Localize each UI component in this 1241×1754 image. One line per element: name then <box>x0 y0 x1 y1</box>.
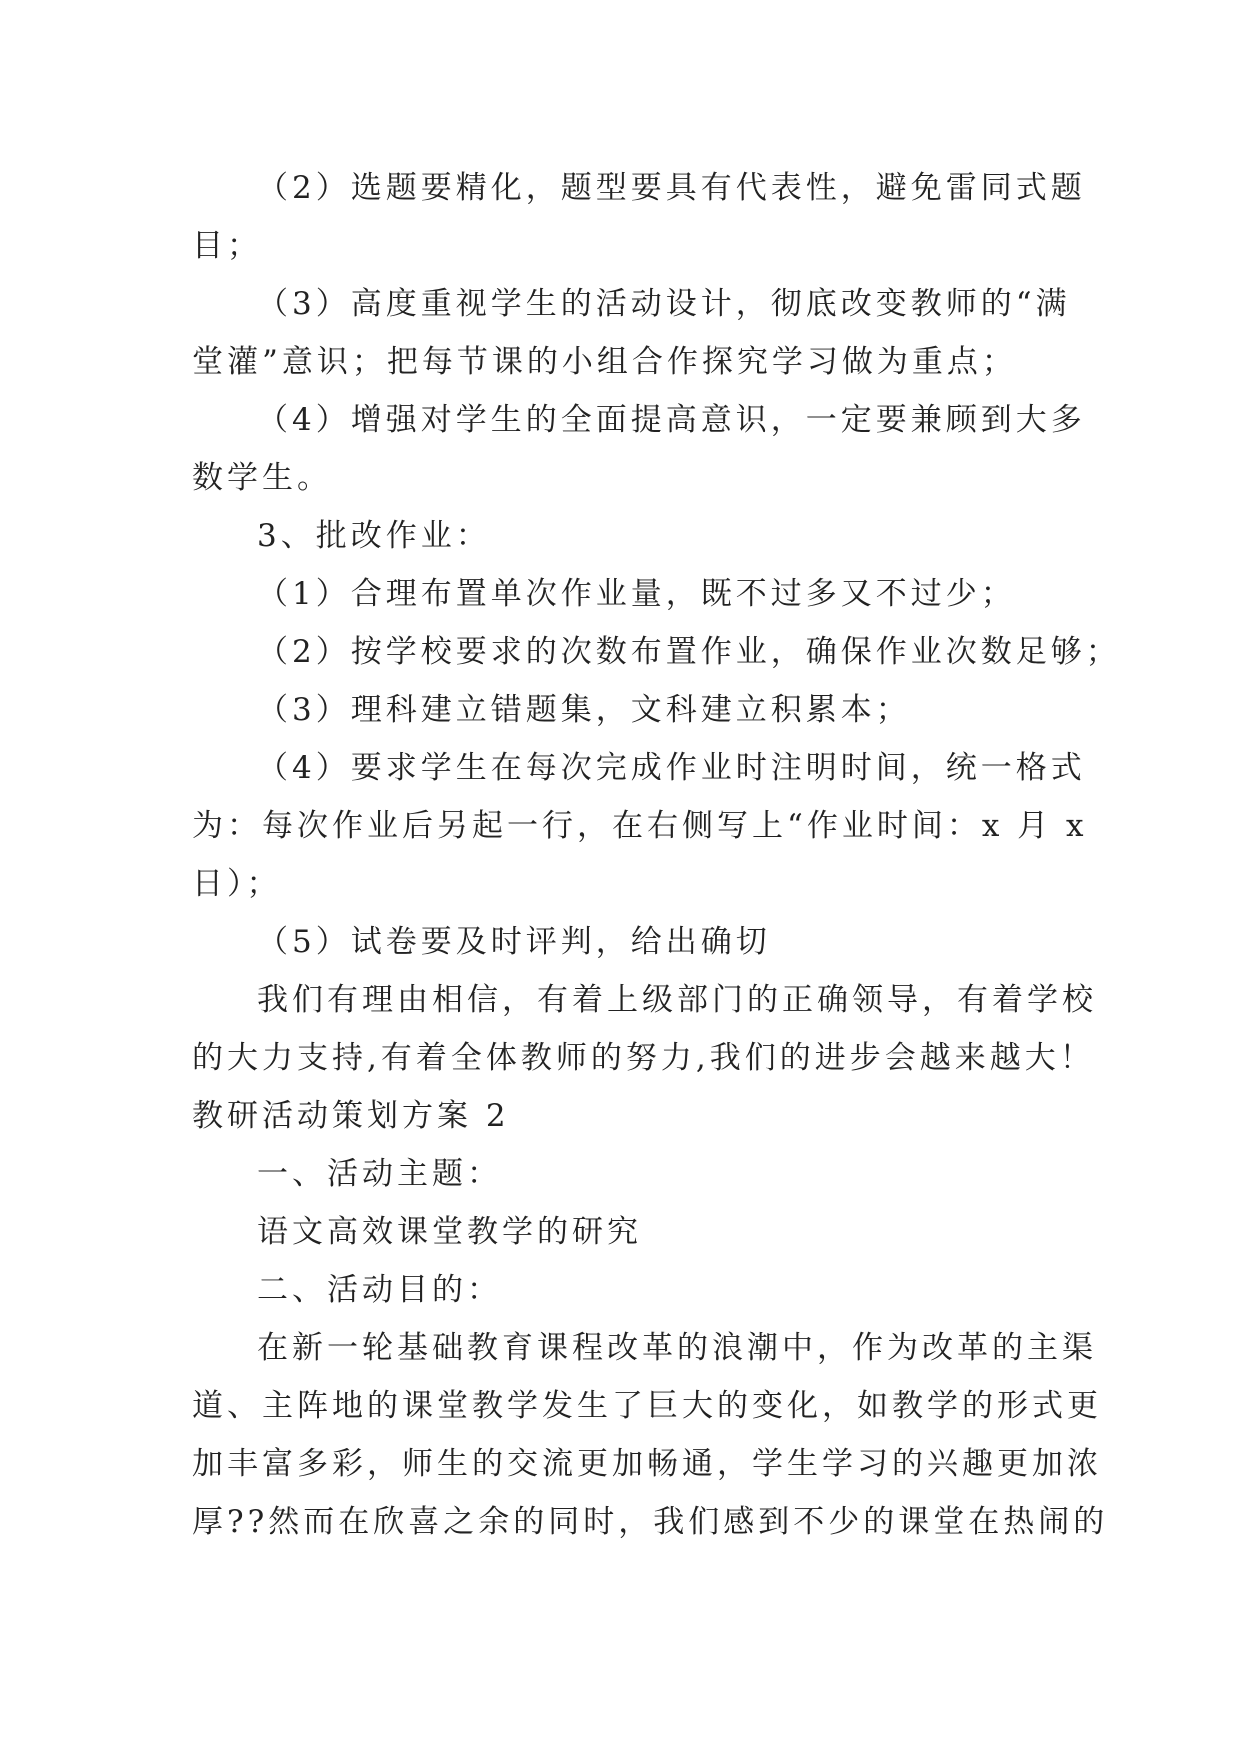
text-line: 为：每次作业后另起一行，在右侧写上“作业时间：x 月 x <box>192 808 1088 844</box>
section-heading: 3、批改作业： <box>257 518 491 554</box>
text-line: （5）试卷要及时评判，给出确切 <box>257 924 771 960</box>
text-line: 堂灌”意识；把每节课的小组合作探究学习做为重点； <box>192 344 1017 380</box>
text-line: 在新一轮基础教育课程改革的浪潮中，作为改革的主渠 <box>257 1330 1097 1366</box>
document-title: 教研活动策划方案 2 <box>192 1098 510 1134</box>
text-line: （1）合理布置单次作业量，既不过多又不过少； <box>257 576 1016 612</box>
text-line: 我们有理由相信，有着上级部门的正确领导，有着学校 <box>257 982 1097 1018</box>
section-heading: 二、活动目的： <box>257 1272 502 1308</box>
text-line: （2）选题要精化，题型要具有代表性，避免雷同式题 <box>257 170 1086 206</box>
text-line: （3）高度重视学生的活动设计，彻底改变教师的“满 <box>257 286 1071 322</box>
text-line: 数学生。 <box>192 460 332 496</box>
text-line: 目； <box>192 228 262 264</box>
text-line: （3）理科建立错题集，文科建立积累本； <box>257 692 911 728</box>
text-line: 道、主阵地的课堂教学发生了巨大的变化，如教学的形式更 <box>192 1388 1102 1424</box>
text-line: （2）按学校要求的次数布置作业，确保作业次数足够； <box>257 634 1121 670</box>
text-line: 厚??然而在欣喜之余的同时，我们感到不少的课堂在热闹的 <box>192 1504 1109 1540</box>
text-line: 的大力支持,有着全体教师的努力,我们的进步会越来越大！ <box>192 1040 1095 1076</box>
text-line: 加丰富多彩，师生的交流更加畅通，学生学习的兴趣更加浓 <box>192 1446 1102 1482</box>
section-heading: 一、活动主题： <box>257 1156 502 1192</box>
text-line: （4）要求学生在每次完成作业时注明时间，统一格式 <box>257 750 1086 786</box>
text-line: 日）； <box>192 866 282 902</box>
text-line: 语文高效课堂教学的研究 <box>257 1214 642 1250</box>
text-line: （4）增强对学生的全面提高意识，一定要兼顾到大多 <box>257 402 1086 438</box>
